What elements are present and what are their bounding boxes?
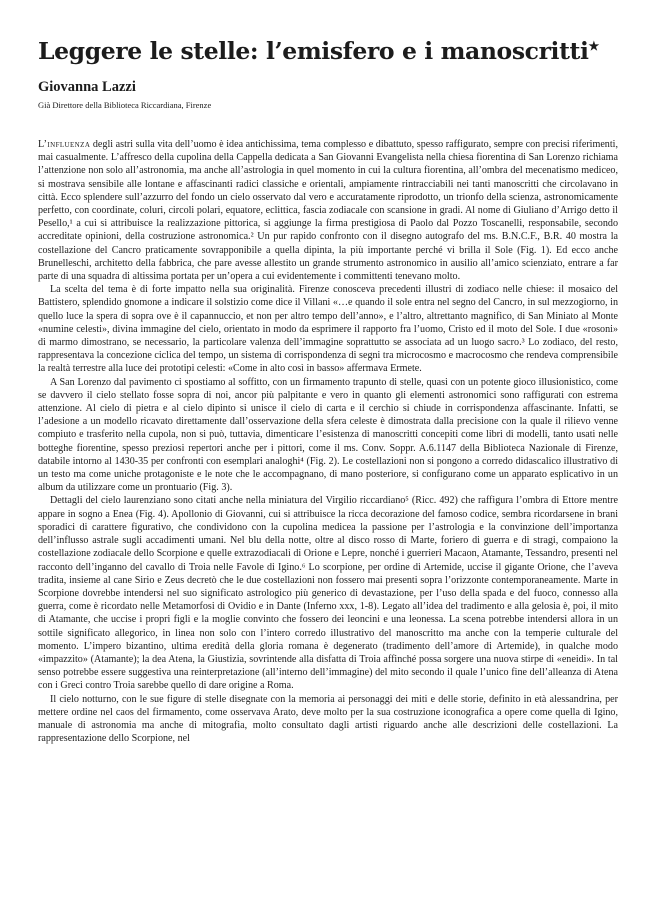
paper-page: [38, 0, 618, 745]
paragraph-2: La scelta del tema è di forte impatto nella sua originalità. Firenze conosceva precedenti illustri di zodiaco nelle chiese: il mosaico del Battistero, splendido gnomone a indicare il solstizio come dice il Villani «…e quando il sole entra nel segno del Cancro, in sul mezzogiorno, in quello luce la spera di sopra ove è il capannuccio, et non per altro tempo dell’anno», e l’altro, altrettanto magnifico, di San Miniato al Monte «numine celesti», divina immagine del cielo, orientato in modo da esprimere il rapporto fra l’uomo, Cristo ed il moto del Sole. I due «rosoni» di marmo dimostrano, se necessario, la particolare valenza dell’immagine soprattutto se associata ad un luogo sacro.³ Lo zodiaco, del resto, rappresentava la concezione ciclica del tempo, un sistema di corrispondenza di segni tra microcosmo e macrocosmo che rendeva comprensibile la realtà terrestre alla luce dei prototipi celesti: «Come in alto così in basso» affermava Ermete.: [38, 284, 618, 375]
paper-title: [38, 37, 618, 65]
author-affiliation: Già Direttore della Biblioteca Riccardiana, Firenze: [38, 100, 212, 110]
paragraph-1: [38, 138, 618, 283]
paragraph-3: A San Lorenzo dal pavimento ci spostiamo al soffitto, con un firmamento trapunto di stelle, quasi con un potente gioco illusionistico, come se davvero il cielo stellato fosse sopra di noi, ancor più palpitante e vero in quanto gli elementi astronomici sono raffigurati con estrema attenzione. Al cielo di pietra e al cielo dipinto si unisce il cielo di carta e il cerchio si chiude in corrispondenza affascinante. Infatti, se l’adesione a un modello ricavato direttamente dall’osservazione della sfera celeste è dimostrata dalla precisione con la quale il rilievo venne compiuto e trasferito nella cupola, non si può, tuttavia, dimenticare l’esistenza di manoscritti concepiti come libri di modelli, tanto usati nelle botteghe fiorentine, spesso preziosi repertori anche per i pittori, come il ms. Conv. Soppr. A.6.1147 della Biblioteca Nazionale di Firenze, databile intorno al 1430-35 per confronti con esemplari analoghi⁴ (Fig. 2). Le costellazioni non si pongono a corredo didascalico illustrativo di un testo ma come uniche protagoniste e le note che le accompagnano, di mano posteriore, si configurano come un apparato esplicativo in un album da utilizzare come un prontuario (Fig. 3).: [38, 376, 618, 494]
opening-word: L’influenza: [38, 139, 91, 150]
paragraph-5: Il cielo notturno, con le sue figure di stelle disegnate con la memoria ai personaggi dei miti e delle storie, definito in età alessandrina, per mettere ordine nel caos del firmamento, come osservava Arato, deve molto per la sua costruzione iconografica a opere come quella di Igino, manuale di astronomia ma anche di mitografia, molto consultato dagli artisti riguardo anche alle descrizioni delle costellazioni. La rappresentazione dello Scorpione, nel: [38, 693, 618, 745]
title-footnote-mark: ★: [588, 39, 599, 54]
paragraph-4: Dettagli del cielo laurenziano sono citati anche nella miniatura del Virgilio riccardiano⁵ (Ricc. 492) che raffigura l’ombra di Ettore mentre appare in sogno a Enea (Fig. 4). Apollonio di Giovanni, cui si attribuisce la ricca decorazione del famoso codice, sembra ricordarsene in brani sporadici di carattere figurativo, che condividono con la cupolina medicea la passione per l’astrologia e la convinzione dell’importanza dell’influsso astrale sugli accadimenti umani. Nel blu della notte, oltre al disco rosso di Marte, foriero di guerra e di stragi, compaiono la costellazione zodiacale dello Scorpione e quelle extrazodiacali di Orione e Lepre, nonché i guerrieri Macaon, Atamante, Tessandro, presenti nel racconto dell’inganno del cavallo di Troia nelle Favole di Igino.⁶ Lo scorpione, per ordine di Artemide, uccise il gigante Orione, che l’aveva tradita, insieme al cane Sirio e Zeus decretò che le due costellazioni non fossero mai presenti sopra l’orizzonte contemporaneamente. Marte in Scorpione dovrebbe intendersi nel suo significato astrologico più generico di devastazione, per l’uso della spada e del fuoco, connesso alla guerra, come è ricordato nelle Metamorfosi di Ovidio e in Dante (Inferno xxx, 1-8). Legato all’idea del tradimento e alla gelosia è, poi, il mito di Atamante, che uccise i propri figli e la moglie convinto che fossero dei leoncini e una leonessa. La scena potrebbe intendersi allora in un sottile significato allegorico, in linea non solo con l’intero corredo illustrativo del manoscritto ma anche con la temperie culturale del momento. L’impero bizantino, ultima eredità della gloria romana è degenerato (tradimento dell’amore di Artemide), in qualche modo «impazzito» (Atamante); la dea Atena, la Giustizia, sovrintende alla disfatta di Troia affinché possa sorgere una nuova stirpe di «eneidi». In tal senso potrebbe essere suggestiva una reinterpretazione (all’interno dell’immagine) del mito secondo il quale l’unico fine dell’alleanza di Atena con i Greci contro Troia sarebbe quello di dare origine a Roma.: [38, 495, 618, 692]
article-body: [38, 138, 618, 745]
title-text: Leggere le stelle: l’emisfero e i manoscritti: [38, 37, 589, 65]
paragraph-1-text: degli astri sulla vita dell’uomo è idea antichissima, tema complesso e dibattuto, spesso raffigurato, sempre con precisi riferimenti, mai casualmente. L’affresco della cupolina della Cappella dedicata a San Giovanni Evangelista nella chiesa fiorentina di San Lorenzo richiama l’attenzione non solo all’astronomia, ma anche all’astrologia in quel momento in cui la cultura fiorentina, all’ombra del mecenatismo mediceo, si mostrava sensibile alle lontane e affascinanti radici classiche e orientali, ampiamente rintracciabili nei tanti manoscritti che circolavano in città. Ecco splendere sull’azzurro del fondo un cielo osservato dal vero e accuratamente riprodotto, un trionfo della scienza, astronomicamente perfetto, con coordinate, coluri, circoli polari, equatore, eclittica, fascia zodiacale con scansione in gradi. Al nome di Giuliano d’Arrigo detto il Pesello,¹ a cui si attribuisce la realizzazione pittorica, si aggiunge la firma prestigiosa di Paolo dal Pozzo Toscanelli, responsabile, secondo accreditate opinioni, della costruzione astronomica.² Un pur rapido confronto con il disegno autografo del ms. B.N.C.F., B.R. 40 mostra la costellazione del Cancro praticamente sovrapponibile a quella dipinta, la più importante perché vi brilla il Sole (Fig. 1). Ed ecco anche Brunelleschi, architetto della fabbrica, che pare avesse allestito un grande strumento astronomico in ausilio all’amico scienziato, entrare a far parte di una squadra di altissima portata per un’opera a cui evidentemente i committenti tenevano molto.: [38, 139, 618, 283]
author-name: Giovanna Lazzi: [38, 79, 136, 95]
